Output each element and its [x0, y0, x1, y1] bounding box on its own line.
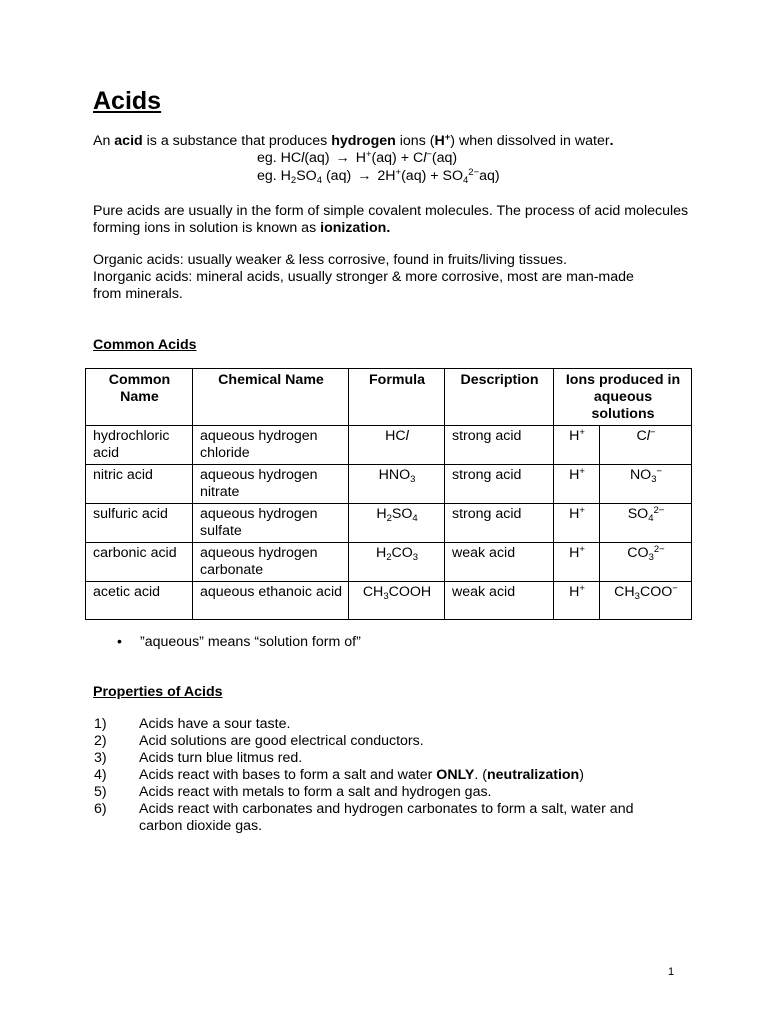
- table-row: [86, 504, 692, 543]
- chemical-name-cell: aqueous hydrogen nitrate: [193, 465, 349, 504]
- reaction-arrow-icon: →: [357, 168, 372, 184]
- list-item: 6) Acids react with carbonates and hydrogen carbonates to form a salt, water and carbon dioxide gas.: [94, 801, 634, 834]
- description-cell: weak acid: [445, 582, 554, 620]
- inorganic-acids-line: Inorganic acids: mineral acids, usually stronger & more corrosive, most are man-made from minerals.: [93, 269, 634, 302]
- cation-cell: H+: [554, 504, 600, 543]
- formula-cell: $CH_3COOH$: [349, 582, 445, 620]
- column-header: Ions produced in aqueous solutions: [554, 369, 692, 426]
- aqueous-note-text: ”aqueous” means “solution form of”: [140, 634, 361, 650]
- definition-period: .: [609, 133, 614, 149]
- common-name-cell: acetic acid: [86, 582, 193, 620]
- ionization-paragraph: Pure acids are usually in the form of simple covalent molecules. The process of acid molecules forming ions in solution is known as ionization.: [93, 203, 689, 236]
- properties-heading: Properties of Acids: [93, 684, 223, 700]
- example-equation-hcl: eg. HCl(aq) → H+(aq) + Cl−(aq): [257, 149, 458, 166]
- list-item: 2) Acid solutions are good electrical conductors.: [94, 733, 424, 749]
- definition-text: is a substance that produces: [142, 133, 332, 149]
- common-acids-heading: Common Acids: [93, 337, 197, 353]
- anion-cell: $NO_3^-$: [600, 465, 692, 504]
- common-name-cell: nitric acid: [86, 465, 193, 504]
- cation-cell: H+: [554, 582, 600, 620]
- common-name-cell: sulfuric acid: [86, 504, 193, 543]
- common-name-cell: carbonic acid: [86, 543, 193, 582]
- cation-cell: H+: [554, 426, 600, 465]
- anion-cell: $SO_4^{2-}$: [600, 504, 692, 543]
- reaction-arrow-icon: →: [335, 150, 350, 166]
- acid-definition: [93, 133, 693, 150]
- description-cell: strong acid: [445, 465, 554, 504]
- chemical-name-cell: aqueous hydrogen chloride: [193, 426, 349, 465]
- bullet-icon: •: [117, 634, 122, 650]
- page-number: 1: [668, 966, 675, 978]
- formula-cell: $H_2CO_3$: [349, 543, 445, 582]
- column-header: Chemical Name: [193, 369, 349, 426]
- column-header: Description: [445, 369, 554, 426]
- formula-cell: HCl: [349, 426, 445, 465]
- definition-text: An: [93, 133, 115, 149]
- cation-cell: H+: [554, 543, 600, 582]
- table-row: [86, 582, 692, 620]
- common-name-cell: hydrochloric acid: [86, 426, 193, 465]
- common-acids-table: [85, 368, 692, 620]
- description-cell: weak acid: [445, 543, 554, 582]
- organic-acids-line: Organic acids: usually weaker & less corrosive, found in fruits/living tissues.: [93, 252, 567, 268]
- definition-text: ) when dissolved in water: [450, 133, 610, 149]
- page-title: Acids: [93, 87, 162, 115]
- definition-term-hydrogen: hydrogen: [331, 133, 396, 149]
- chemical-name-cell: aqueous hydrogen sulfate: [193, 504, 349, 543]
- formula-cell: $HNO_3$: [349, 465, 445, 504]
- formula-cell: $H_2SO_4$: [349, 504, 445, 543]
- anion-cell: $CO_3^{2-}$: [600, 543, 692, 582]
- table-header-row: [86, 369, 692, 426]
- column-header: Formula: [349, 369, 445, 426]
- list-item: 3) Acids turn blue litmus red.: [94, 750, 303, 766]
- definition-text: ions (: [395, 133, 435, 149]
- hydrogen-ion-symbol: H+: [434, 132, 451, 149]
- example-equation-h2so4: eg. $H_2SO_4$ $(aq) \to 2H^+(aq) + SO_4^{2-}aq$): [257, 167, 500, 186]
- properties-list: [93, 716, 673, 835]
- ionization-term: ionization.: [320, 220, 391, 236]
- list-item: 4) Acids react with bases to form a salt and water ONLY. (neutralization): [94, 767, 584, 783]
- list-item: 1) Acids have a sour taste.: [94, 716, 291, 732]
- chemical-name-cell: aqueous ethanoic acid: [193, 582, 349, 620]
- description-cell: strong acid: [445, 504, 554, 543]
- anion-cell: $CH_3COO^-$: [600, 582, 692, 620]
- anion-cell: Cl−: [600, 426, 692, 465]
- chemical-name-cell: aqueous hydrogen carbonate: [193, 543, 349, 582]
- table-row: [86, 543, 692, 582]
- list-item: 5) Acids react with metals to form a salt and hydrogen gas.: [94, 784, 492, 800]
- column-header: Common Name: [86, 369, 193, 426]
- cation-cell: H+: [554, 465, 600, 504]
- definition-term-acid: acid: [114, 133, 143, 149]
- table-row: [86, 465, 692, 504]
- description-cell: strong acid: [445, 426, 554, 465]
- table-row: [86, 426, 692, 465]
